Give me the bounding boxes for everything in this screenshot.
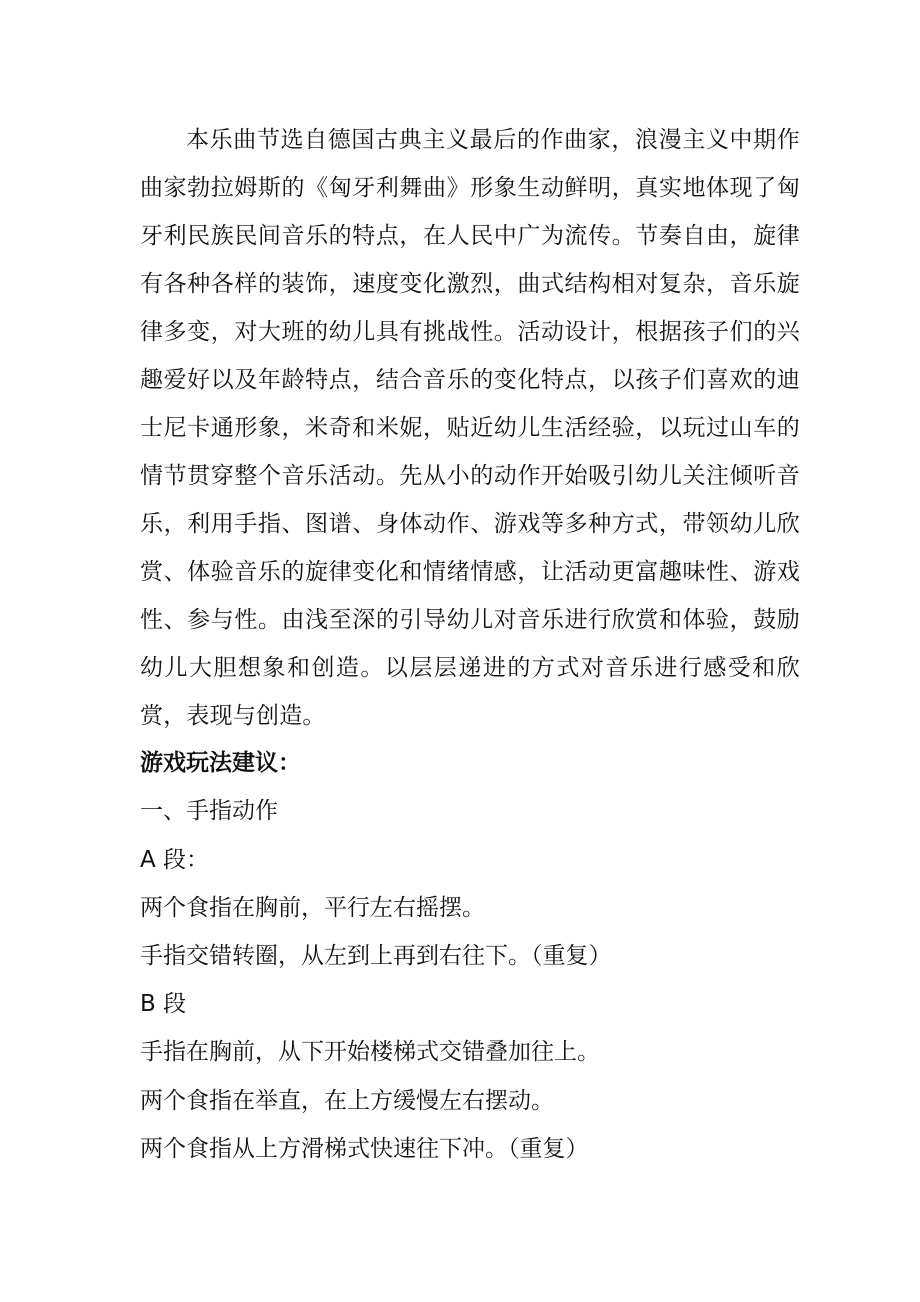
part-b-label: B 段 <box>140 991 187 1017</box>
part-a-step-2: 手指交错转圈，从左到上再到右往下。（重复） <box>140 943 612 969</box>
intro-paragraph: 本乐曲节选自德国古典主义最后的作曲家，浪漫主义中期作曲家勃拉姆斯的《匈牙利舞曲》形象生动鲜明，真实地体现了匈牙利民族民间音乐的特点，在人民中广为流传。节奏自由，旋律有各种各样的装饰，速度变化激烈，曲式结构相对复杂，音乐旋律多变，对大班的幼儿具有挑战性。活动设计，根据孩子们的兴趣爱好以及年龄特点，结合音乐的变化特点，以孩子们喜欢的迪士尼卡通形象，米奇和米妮，贴近幼儿生活经验，以玩过山车的情节贯穿整个音乐活动。先从小的动作开始吸引幼儿关注倾听音乐，利用手指、图谱、身体动作、游戏等多种方式，带领幼儿欣赏、体验音乐的旋律变化和情绪情感，让活动更富趣味性、游戏性、参与性。由浅至深的引导幼儿对音乐进行欣赏和体验，鼓励幼儿大胆想象和创造。以层层递进的方式对音乐进行感受和欣赏，表现与创造。 <box>140 127 800 729</box>
part-b-step-3: 两个食指从上方滑梯式快速往下冲。（重复） <box>140 1136 589 1162</box>
subsection-heading-finger-actions: 一、手指动作 <box>140 798 278 824</box>
part-a-step-1: 两个食指在胸前，平行左右摇摆。 <box>140 895 485 921</box>
part-a-label: A 段： <box>140 847 210 873</box>
part-b-step-1: 手指在胸前，从下开始楼梯式交错叠加往上。 <box>140 1039 600 1065</box>
intro-block <box>140 116 800 740</box>
part-b-step-2: 两个食指在举直，在上方缓慢左右摆动。 <box>140 1088 554 1114</box>
section-heading: 游戏玩法建议： <box>140 750 301 776</box>
